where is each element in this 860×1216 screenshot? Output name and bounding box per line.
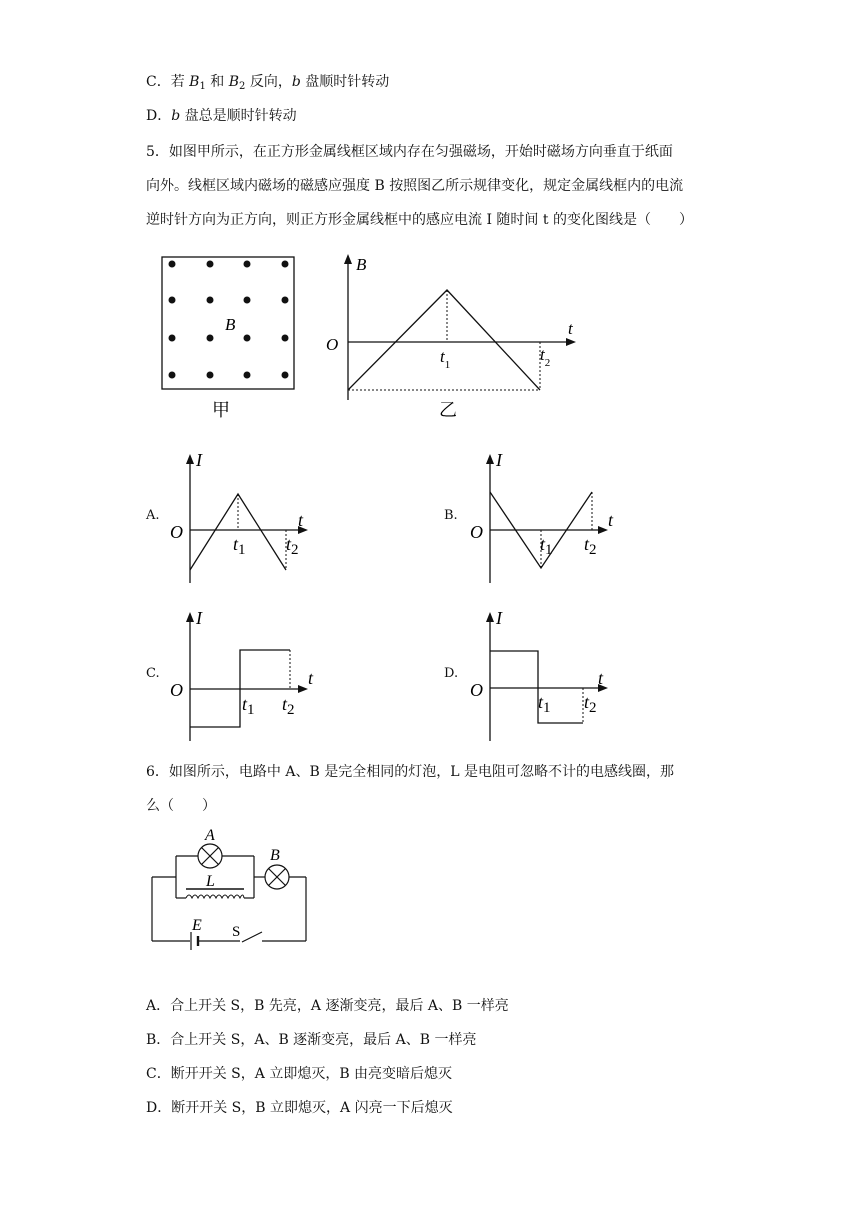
battery-icon [191,932,198,950]
q6-option-c[interactable]: C．断开开关 S，A 立即熄灭，B 由亮变暗后熄灭 [146,1066,453,1082]
option-d-t2: $t_2$ [584,692,597,716]
b-axis-arrow [344,254,352,264]
field-label: B [225,315,236,334]
circuit-diagram [146,826,316,951]
option-b-letter[interactable]: B. [444,508,458,523]
inductor-icon [186,889,244,898]
option-c-t1: $t_1$ [242,694,255,718]
q6-line-1: 6．如图所示，电路中 A、B 是完全相同的灯泡，L 是电阻可忽略不计的电感线圈，那 [146,764,674,780]
q6-option-a[interactable]: A．合上开关 S，B 先亮，A 逐渐变亮，最后 A、B 一样亮 [146,998,509,1014]
option-a-graph[interactable] [166,448,316,588]
figure-jia [155,250,295,420]
lamp-b-icon [265,865,289,889]
prev-option-c: C．若 $B_1$ 和 $B_2$ 反向，b 盘顺时针转动 [146,74,390,92]
q6-line-2: 么（ ） [146,798,216,814]
q5-line-1: 5．如图甲所示，在正方形金属线框区域内存在匀强磁场，开始时磁场方向垂直于纸面 [146,144,673,160]
option-b-origin: O [470,522,483,542]
inductor-label: L [206,873,215,890]
option-b-t1: $t_1$ [540,534,553,558]
prev-option-d: D．b 盘总是顺时针转动 [146,108,297,124]
option-c-x-label: t [308,668,314,688]
option-c-y-label: I [196,608,202,628]
option-b-x-label: t [608,510,614,530]
q6-option-b[interactable]: B．合上开关 S，A、B 逐渐变亮，最后 A、B 一样亮 [146,1032,477,1048]
q5-line-2: 向外。线框区域内磁场的磁感应强度 B 按照图乙所示规律变化，规定金属线框内的电流 [146,178,684,194]
option-d-x-label: t [598,668,604,688]
switch-label: S [232,924,241,940]
q5-line-3: 逆时针方向为正方向，则正方形金属线框中的感应电流 I 随时间 t 的变化图线是（ ） [146,212,693,228]
lamp-a-label: A [205,827,215,844]
option-d-t1: $t_1$ [538,692,551,716]
option-b-t2: $t_2$ [584,534,597,558]
option-a-curve [190,494,286,570]
option-a-x-label: t [298,510,304,530]
figure-yi-caption: 乙 [439,400,457,420]
lamp-a-icon [198,844,222,868]
option-d-graph[interactable] [466,606,616,746]
lamp-b-label: B [270,847,280,864]
q6-option-d[interactable]: D．断开开关 S，B 立即熄灭，A 闪亮一下后熄灭 [146,1100,453,1116]
option-d-y-label: I [496,608,502,628]
t1-label: $t_1$ [440,347,451,371]
option-a-letter[interactable]: A. [146,508,160,523]
battery-label: E [192,917,202,934]
option-c-letter[interactable]: C. [146,666,160,681]
b-curve [348,290,540,390]
option-a-origin: O [170,522,183,542]
t-axis-arrow [566,338,576,346]
option-d-origin: O [470,680,483,700]
option-c-origin: O [170,680,183,700]
option-c-graph[interactable] [166,606,316,746]
option-a-t2: $t_2$ [286,534,299,558]
option-b-y-label: I [496,450,502,470]
option-d-curve [490,651,583,723]
option-b-graph[interactable] [466,448,616,588]
figure-yi [322,248,582,428]
b-axis-label: B [356,255,367,274]
option-a-y-label: I [196,450,202,470]
t-axis-label: t [568,319,573,338]
t2-label: $t_2$ [540,345,551,369]
figure-jia-caption: 甲 [212,400,230,420]
option-c-t2: $t_2$ [282,694,295,718]
origin-label: O [326,335,339,354]
option-a-t1: $t_1$ [233,534,246,558]
option-d-letter[interactable]: D. [444,666,459,681]
